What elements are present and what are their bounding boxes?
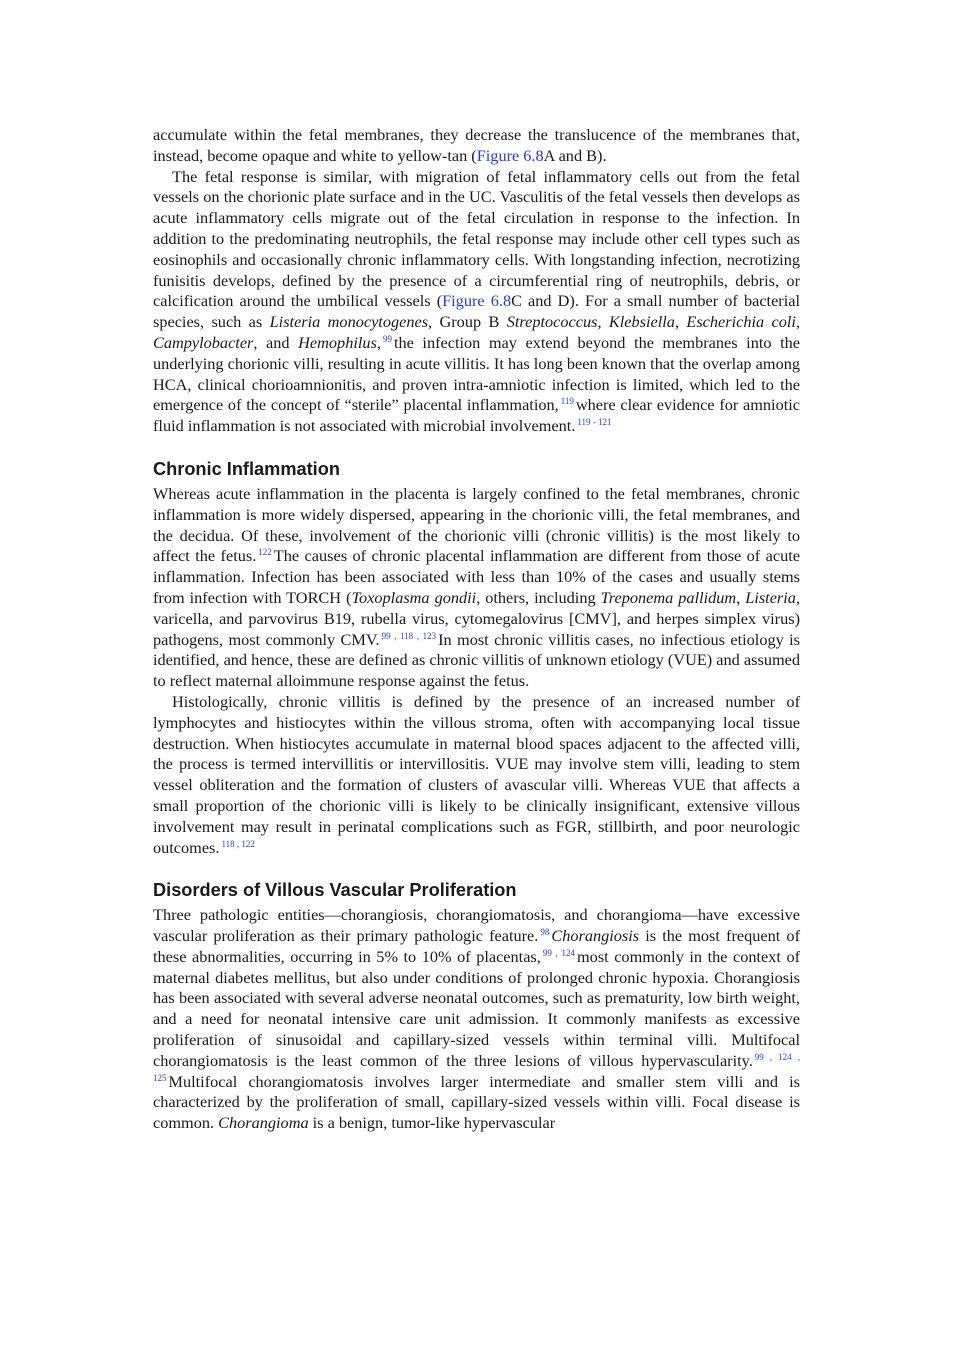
text-run: ,: [736, 587, 746, 607]
text-run: Whereas acute inflammation in the placenta is largely confined to the fetal membranes, chronic inflammation is more widely dispersed, appearing in the chorionic villi, the fetal membranes, and the decidua. Of these, involvement of the chorionic villi (chronic villitis) is the most likely to affect the fetus.: [153, 483, 800, 566]
text-run: In most chronic villitis cases, no infectious etiology is identified, and hence, these are defined as chronic villitis of unknown etiology (VUE) and assumed to reflect maternal alloimmune response against the fetus.: [153, 629, 800, 691]
citation-link[interactable]: 99 , 124: [542, 947, 576, 958]
section-heading-vascular-proliferation: Disorders of Villous Vascular Proliferation: [153, 880, 517, 901]
figure-link[interactable]: Figure 6.8: [476, 145, 544, 165]
term-name: Chorangioma: [218, 1113, 309, 1133]
text-run: is a benign, tumor-like hypervascular: [308, 1113, 556, 1133]
text-run: The fetal response is similar, with migration of fetal inflammatory cells out from the fetal vessels on the chorionic plate surface and in the UC. Vasculitis of the fetal vessels then develops as acute inflammatory cells migrate out of the fetal circulation in response to the infection. In addition to the predominating neutrophils, the fetal response may include other cell types such as eosinophils and occasionally chronic inflammatory cells. With longstanding infection, necrotizing funisitis develops, defined by the presence of a circumferential ring of neutrophils, debris, or calcification around the umbilical vessels (: [153, 166, 800, 311]
text-run: ,: [376, 332, 381, 352]
text-run: A and B).: [543, 145, 607, 165]
text-run: is the most frequent of these abnormalities, occurring in 5% to 10% of placentas,: [153, 926, 800, 966]
citation-link[interactable]: 99: [382, 333, 392, 344]
text-run: , others, including: [476, 587, 601, 607]
species-name: Toxoplasma gondii: [351, 587, 477, 607]
citation-link[interactable]: 119: [560, 396, 574, 407]
species-name: Hemophilus: [298, 332, 377, 352]
text-run: ,: [597, 312, 609, 332]
text-run: , varicella, and parvovirus B19, rubella virus, cytomegalovirus [CMV], and herpes simplex virus) pathogens, most commonly CMV.: [153, 587, 801, 649]
citation-link[interactable]: 99 , 124 , 125: [153, 1051, 800, 1083]
species-name: Escherichia coli: [686, 312, 796, 332]
text-run: Multifocal chorangiomatosis involves larger intermediate and smaller stem villi and is characterized by the proliferation of small, capillary-sized vessels within villi. Focal disease is common.: [153, 1071, 800, 1133]
citation-link[interactable]: 119 - 121: [577, 417, 612, 428]
term-name: Chorangiosis: [551, 926, 640, 946]
paragraph-chronic-histology: [153, 692, 800, 858]
text-run: C and D). For a small number of bacterial species, such as: [153, 291, 800, 332]
text-run: The causes of chronic placental inflammation are different from those of acute inflammation. Infection has been associated with less than 10% of the cases and usually stems from infection with TORCH (: [153, 546, 800, 607]
document-page: [153, 125, 800, 1134]
section-heading-chronic-inflammation: Chronic Inflammation: [153, 458, 340, 479]
species-name: Campylobacter: [153, 332, 254, 352]
text-run: where clear evidence for amniotic fluid inflammation is not associated with microbial involvement.: [153, 395, 800, 436]
text-run: accumulate within the fetal membranes, they decrease the translucence of the membranes that, instead, become opaque and white to yellow-tan (: [153, 125, 800, 165]
citation-link[interactable]: 118 , 122: [221, 838, 255, 849]
figure-link[interactable]: Figure 6.8: [442, 291, 512, 311]
species-name: Listeria monocytogenes: [269, 312, 429, 332]
paragraph-vascular-proliferation: [153, 905, 800, 1134]
species-name: Streptococcus: [506, 312, 598, 332]
text-run: ,: [795, 312, 801, 332]
text-run: , and: [253, 332, 299, 352]
species-name: Listeria: [745, 587, 796, 607]
text-run: Three pathologic entities—chorangiosis, chorangiomatosis, and chorangioma—have excessive vascular proliferation as their primary pathologic feature.: [153, 905, 800, 946]
citation-link[interactable]: 99 , 118 , 123: [381, 630, 437, 641]
text-run: most commonly in the context of maternal diabetes mellitus, but also under conditions of prolonged chronic hypoxia. Chorangiosis has been associated with several adverse neonatal outcomes, such as prematurity, low birth weight, and a need for neonatal intensive care unit admission. It commonly manifests as excessive proliferation of sinusoidal and capillary-sized vessels within terminal villi. Multifocal chorangiomatosis is the least common of the three lesions of villous hypervascularity.: [153, 946, 801, 1070]
paragraph-fetal-response: [153, 167, 800, 437]
text-run: ,: [674, 312, 687, 332]
paragraph-acute-membranes: [153, 125, 800, 167]
text-run: , Group B: [428, 312, 507, 332]
species-name: Treponema pallidum: [600, 587, 737, 607]
text-run: Histologically, chronic villitis is defined by the presence of an increased number of lymphocytes and histiocytes within the villous stroma, often with accompanying local tissue destruction. When histiocytes accumulate in maternal blood spaces adjacent to the affected villi, the process is termed intervillitis or intervillositis. VUE may involve stem villi, leading to stem vessel obliteration and the formation of clusters of avascular villi. Whereas VUE that affects a small proportion of the chorionic villi is likely to be clinically insignificant, extensive villous involvement may result in perinatal complications such as FGR, stillbirth, and poor neurologic outcomes.: [153, 691, 800, 857]
citation-link[interactable]: 122: [258, 547, 272, 558]
paragraph-chronic-overview: [153, 484, 800, 692]
text-run: the infection may extend beyond the membranes into the underlying chorionic villi, resulting in acute villitis. It has long been known that the overlap among HCA, clinical chorioamnionitis, and proven intra-amniotic infection is limited, which led to the emergence of the concept of “sterile” placental inflammation,: [153, 332, 800, 415]
species-name: Klebsiella: [608, 312, 675, 332]
citation-link[interactable]: 98: [540, 927, 550, 938]
